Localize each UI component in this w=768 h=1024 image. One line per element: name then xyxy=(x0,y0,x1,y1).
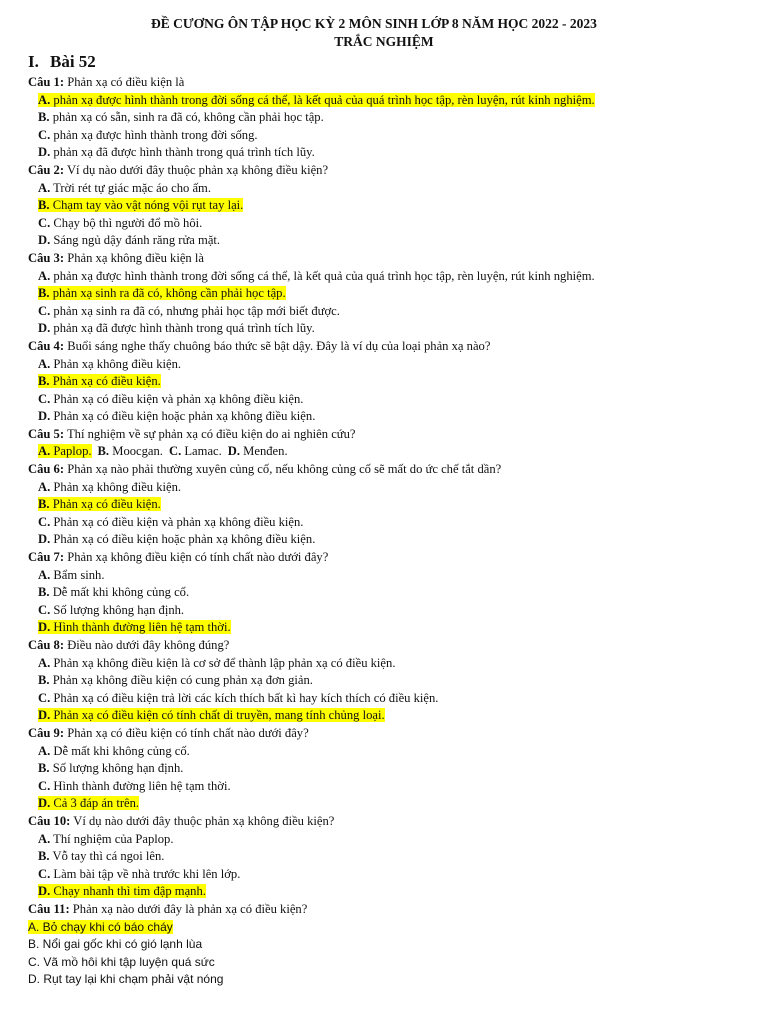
option-content xyxy=(28,937,202,951)
option-text: phản xạ được hình thành trong đời sống. xyxy=(50,127,258,142)
option-letter: B. xyxy=(38,286,50,301)
option-text: Chạy bộ thì người đổ mồ hôi. xyxy=(50,215,203,230)
question xyxy=(0,637,768,655)
option-text: Phản xạ có điều kiện. xyxy=(49,497,161,512)
question xyxy=(0,549,768,567)
option-letter: B. xyxy=(38,374,50,389)
option-text: Phản xạ không điều kiện. xyxy=(50,356,182,371)
option-letter: D. xyxy=(28,972,40,987)
option-text: Thí nghiệm của Paplop. xyxy=(50,831,174,846)
option-text: Phản xạ có điều kiện hoặc phản xạ không điều kiện. xyxy=(50,532,316,547)
answer-option xyxy=(0,268,768,286)
option-content xyxy=(38,832,174,846)
question-text: Phản xạ không điều kiện có tính chất nào dưới đây? xyxy=(64,550,329,565)
option-text: Phản xạ không điều kiện. xyxy=(50,479,182,494)
answer-option xyxy=(0,760,768,778)
question-number: Câu 11: xyxy=(28,901,70,916)
option-content xyxy=(38,480,181,494)
option-text: Phản xạ có điều kiện và phản xạ không điều kiện. xyxy=(50,514,304,529)
option-letter: C. xyxy=(38,866,51,881)
option-letter: D. xyxy=(38,321,51,336)
correct-answer xyxy=(0,197,768,215)
question xyxy=(0,74,768,92)
question-text: Buổi sáng nghe thấy chuông báo thức sẽ bật dậy. Đây là ví dụ của loại phản xạ nào? xyxy=(64,338,491,353)
correct-answer xyxy=(0,619,768,637)
answer-option xyxy=(0,127,768,145)
option-text: Cả 3 đáp án trên. xyxy=(50,796,140,811)
question-number: Câu 7: xyxy=(28,550,65,565)
option-content xyxy=(38,744,190,758)
option-letter: C. xyxy=(28,954,40,969)
option-text: Moocgan. xyxy=(109,444,163,459)
option-content xyxy=(38,233,220,247)
option-content xyxy=(38,392,303,406)
option-letter: A. xyxy=(38,268,51,283)
option-text: phản xạ đã được hình thành trong quá trình tích lũy. xyxy=(50,145,315,160)
option-text: phản xạ đã được hình thành trong quá trình tích lũy. xyxy=(50,321,315,336)
correct-answer xyxy=(38,444,92,458)
option-text: Vỗ tay thì cá ngoi lên. xyxy=(49,849,165,864)
option-letter: B. xyxy=(38,849,50,864)
question-number: Câu 4: xyxy=(28,338,65,353)
option-letter: C. xyxy=(38,778,51,793)
option-text: Vã mồ hôi khi tập luyện quá sức xyxy=(40,954,215,969)
question-text: Điều nào dưới đây không đúng? xyxy=(64,638,230,652)
option-letter: B. xyxy=(97,444,110,459)
option-content xyxy=(38,374,161,388)
option-content xyxy=(38,304,340,318)
option-letter: D. xyxy=(38,620,51,635)
answer-option xyxy=(0,215,768,233)
option-letter: A. xyxy=(38,831,51,846)
option-text: Dễ mất khi không củng cố. xyxy=(50,743,190,758)
document-title: ĐỀ CƯƠNG ÔN TẬP HỌC KỲ 2 MÔN SINH LỚP 8 NĂM HỌC 2022 - 2023 xyxy=(151,16,597,31)
option-content xyxy=(38,181,211,195)
option-content xyxy=(38,269,595,283)
question-number: Câu 2: xyxy=(28,162,65,177)
option-content xyxy=(38,128,258,142)
option-letter: C. xyxy=(38,127,51,142)
option-text: Phản xạ có điều kiện trả lời các kích thích bất kì hay kích thích có điều kiện. xyxy=(50,690,439,705)
question-number: Câu 3: xyxy=(28,250,65,265)
option-text: Bẩm sinh. xyxy=(50,567,105,582)
answer-option xyxy=(0,936,768,954)
option-content xyxy=(28,955,215,969)
option-text: Phản xạ có điều kiện. xyxy=(49,374,161,389)
option-letter: A. xyxy=(38,444,51,459)
option-letter: C. xyxy=(38,602,51,617)
option-text: Chạy nhanh thì tim đập mạnh. xyxy=(50,884,206,899)
answer-option xyxy=(0,743,768,761)
option-content xyxy=(38,849,164,863)
option-letter: A. xyxy=(38,567,51,582)
option-content xyxy=(38,656,395,670)
option-text: Số lượng không hạn định. xyxy=(49,761,184,776)
answer-option xyxy=(0,954,768,972)
question-number: Câu 8: xyxy=(28,638,65,652)
option-content xyxy=(28,920,173,934)
option-content xyxy=(38,93,595,107)
answer-option xyxy=(0,584,768,602)
option-letter: A. xyxy=(38,479,51,494)
correct-answer xyxy=(0,496,768,514)
question xyxy=(0,901,768,919)
question xyxy=(0,426,768,444)
option-content xyxy=(38,321,315,335)
question-list xyxy=(0,74,768,989)
option-content xyxy=(38,691,438,705)
option-text: phản xạ được hình thành trong đời sống cá thể, là kết quả của quá trình học tập, rèn luyện, rút kinh nghiệm. xyxy=(50,92,595,107)
option-content xyxy=(38,779,231,793)
answer-option xyxy=(228,444,288,458)
option-content xyxy=(38,761,183,775)
question-text: Thí nghiệm về sự phản xạ có điều kiện do ai nghiên cứu? xyxy=(64,426,356,441)
option-content xyxy=(38,620,231,634)
option-letter: D. xyxy=(38,884,51,899)
option-content xyxy=(38,515,303,529)
answer-option xyxy=(0,180,768,198)
answer-option xyxy=(0,866,768,884)
option-letter: A. xyxy=(28,919,40,934)
option-letter: D. xyxy=(38,409,51,424)
option-content xyxy=(28,972,223,986)
option-letter: C. xyxy=(38,391,51,406)
option-text: Paplop. xyxy=(50,444,92,459)
question-text: Phản xạ có điều kiện có tính chất nào dưới đây? xyxy=(64,725,309,740)
question-number: Câu 5: xyxy=(28,426,65,441)
answer-option xyxy=(0,672,768,690)
question xyxy=(0,162,768,180)
option-text: Phản xạ không điều kiện là cơ sở để thành lập phản xạ có điều kiện. xyxy=(50,655,396,670)
option-letter: A. xyxy=(38,92,51,107)
option-content xyxy=(38,673,313,687)
document-subtitle xyxy=(0,34,768,50)
answer-option xyxy=(0,514,768,532)
option-text: Số lượng không hạn định. xyxy=(50,602,185,617)
option-text: Phản xạ có điều kiện có tính chất di truyền, mang tính chủng loại. xyxy=(50,708,385,723)
option-content xyxy=(38,357,181,371)
answer-option xyxy=(0,831,768,849)
option-letter: A. xyxy=(38,356,51,371)
option-content xyxy=(38,110,324,124)
option-text: Lamac. xyxy=(181,444,222,459)
option-letter: A. xyxy=(38,743,51,758)
option-letter: B. xyxy=(38,761,50,776)
option-text: Menđen. xyxy=(240,444,288,459)
answer-option xyxy=(0,391,768,409)
option-content xyxy=(38,409,315,423)
answer-option xyxy=(98,444,163,458)
question-text: Phản xạ nào dưới đây là phản xạ có điều kiện? xyxy=(69,901,308,916)
question-number: Câu 1: xyxy=(28,75,65,89)
option-text: Rụt tay lại khi chạm phải vật nóng xyxy=(40,972,224,987)
answer-option-row xyxy=(0,443,768,461)
option-text: Hình thành đường liên hệ tạm thời. xyxy=(50,778,231,793)
question-text: Phản xạ nào phải thường xuyên củng cố, nếu không củng cố sẽ mất do ức chế tắt dần? xyxy=(64,462,502,477)
answer-option xyxy=(0,531,768,549)
correct-answer xyxy=(0,92,768,110)
option-letter: C. xyxy=(168,444,182,459)
subtitle-text: TRẮC NGHIỆM xyxy=(334,34,434,49)
option-content xyxy=(38,198,243,212)
question xyxy=(0,813,768,831)
answer-option xyxy=(0,232,768,250)
option-letter: D. xyxy=(227,444,241,459)
option-content xyxy=(38,568,104,582)
option-letter: D. xyxy=(38,145,51,160)
option-letter: A. xyxy=(38,655,51,670)
option-text: Trời rét tự giác mặc áo cho ấm. xyxy=(50,180,211,195)
question-number: Câu 9: xyxy=(28,725,65,740)
option-letter: A. xyxy=(38,180,51,195)
answer-option xyxy=(0,303,768,321)
option-letter: B. xyxy=(38,198,50,213)
option-letter: B. xyxy=(28,937,40,952)
question-text: Phản xạ có điều kiện là xyxy=(64,75,185,89)
answer-option xyxy=(0,778,768,796)
question-number: Câu 10: xyxy=(28,813,71,828)
option-content xyxy=(38,216,202,230)
answer-option xyxy=(0,602,768,620)
option-text: Chạm tay vào vật nóng vội rụt tay lại. xyxy=(49,198,244,213)
answer-option xyxy=(0,655,768,673)
option-letter: B. xyxy=(38,110,50,125)
answer-option xyxy=(0,567,768,585)
option-letter: B. xyxy=(38,585,50,600)
option-text: Nổi gai gốc khi có gió lạnh lùa xyxy=(39,937,203,952)
option-letter: C. xyxy=(38,303,51,318)
option-letter: D. xyxy=(38,796,51,811)
answer-option xyxy=(0,320,768,338)
answer-option xyxy=(0,408,768,426)
correct-answer xyxy=(0,795,768,813)
option-letter: C. xyxy=(38,215,51,230)
option-content xyxy=(38,532,315,546)
section-heading xyxy=(28,52,96,72)
question xyxy=(0,250,768,268)
question xyxy=(0,725,768,743)
option-letter: B. xyxy=(38,673,50,688)
option-text: Sáng ngủ dậy đánh răng rửa mặt. xyxy=(50,233,221,248)
correct-answer xyxy=(0,883,768,901)
answer-option xyxy=(169,444,222,458)
option-letter: C. xyxy=(38,690,51,705)
option-letter: B. xyxy=(38,497,50,512)
section-number: I. xyxy=(28,52,39,71)
option-content xyxy=(38,884,206,898)
option-content xyxy=(38,603,184,617)
option-text: Làm bài tập về nhà trước khi lên lớp. xyxy=(50,866,241,881)
option-text: phản xạ sinh ra đã có, nhưng phải học tập mới biết được. xyxy=(50,303,340,318)
correct-answer xyxy=(0,707,768,725)
correct-answer xyxy=(0,919,768,937)
option-content xyxy=(38,796,139,810)
question-text: Phản xạ không điều kiện là xyxy=(64,250,204,265)
question-text: Ví dụ nào dưới đây thuộc phản xạ không điều kiện? xyxy=(64,162,329,177)
option-letter: C. xyxy=(38,514,51,529)
option-text: Dễ mất khi không củng cố. xyxy=(49,585,190,600)
question-text: Ví dụ nào dưới đây thuộc phản xạ không điều kiện? xyxy=(70,813,335,828)
option-letter: D. xyxy=(38,532,51,547)
option-text: phản xạ được hình thành trong đời sống cá thể, là kết quả của quá trình học tập, rèn luyện, rút kinh nghiệm. xyxy=(50,268,595,283)
option-content xyxy=(38,585,189,599)
question xyxy=(0,461,768,479)
option-text: phản xạ sinh ra đã có, không cần phải học tập. xyxy=(49,286,286,301)
correct-answer xyxy=(0,285,768,303)
option-text: Phản xạ không điều kiện có cung phản xạ đơn giản. xyxy=(49,673,313,688)
answer-option xyxy=(0,479,768,497)
correct-answer xyxy=(0,373,768,391)
option-content xyxy=(38,708,385,722)
answer-option xyxy=(0,356,768,374)
option-text: Hình thành đường liên hệ tạm thời. xyxy=(50,620,231,635)
option-content xyxy=(38,286,286,300)
answer-option xyxy=(0,144,768,162)
answer-option xyxy=(0,848,768,866)
option-text: Phản xạ có điều kiện hoặc phản xạ không điều kiện. xyxy=(50,409,316,424)
question-number: Câu 6: xyxy=(28,462,65,477)
option-letter: D. xyxy=(38,708,51,723)
option-text: Phản xạ có điều kiện và phản xạ không điều kiện. xyxy=(50,391,304,406)
option-text: Bỏ chạy khi có báo cháy xyxy=(39,919,173,934)
option-content xyxy=(38,497,161,511)
answer-option xyxy=(0,971,768,989)
answer-option xyxy=(0,109,768,127)
option-content xyxy=(38,867,240,881)
question xyxy=(0,338,768,356)
section-title: Bài 52 xyxy=(50,52,96,71)
option-text: phản xạ có sẵn, sinh ra đã có, không cần phải học tập. xyxy=(49,110,324,125)
option-letter: D. xyxy=(38,233,51,248)
option-content xyxy=(38,145,315,159)
answer-option xyxy=(0,690,768,708)
